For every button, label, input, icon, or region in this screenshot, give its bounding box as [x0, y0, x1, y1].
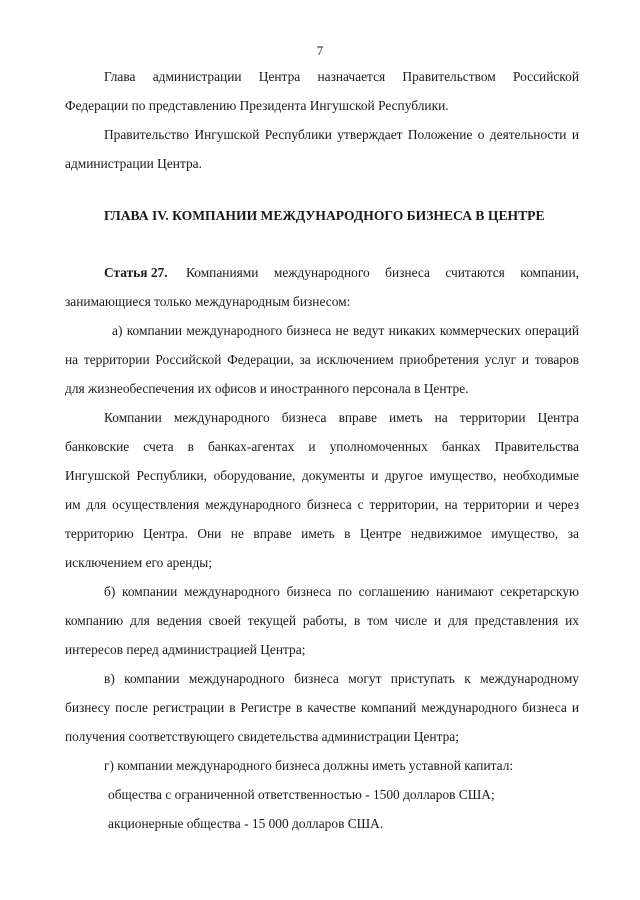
text-line: получения соответствующего свидетельства администрации Центра;	[65, 729, 459, 744]
text-line: Компаниями международного бизнеса считаются компании,	[186, 265, 579, 280]
text-line: Компании международного бизнеса вправе иметь на территории Центра	[104, 410, 579, 425]
text-line: компанию для ведения своей текущей работы, в том числе и для представления их	[65, 613, 579, 628]
text-line: исключением его аренды;	[65, 555, 212, 570]
text-line: а) компании международного бизнеса не ведут никаких коммерческих операций	[112, 323, 579, 338]
text-line: Глава администрации Центра назначается Правительством Российской	[104, 69, 579, 84]
text-line: администрации Центра.	[65, 156, 202, 171]
page-number: 7	[316, 43, 324, 58]
chapter-heading: ГЛАВА IV. КОМПАНИИ МЕЖДУНАРОДНОГО БИЗНЕСА В ЦЕНТРЕ	[104, 208, 545, 223]
text-line: занимающиеся только международным бизнесом:	[65, 294, 351, 309]
text-line: Ингушской Республики, оборудование, документы и другое имущество, необходимые	[65, 468, 579, 483]
text-line: г) компании международного бизнеса должны иметь уставной капитал:	[104, 758, 514, 773]
text-line: в) компании международного бизнеса могут приступать к международному	[104, 671, 579, 686]
text-line: территорию Центра. Они не вправе иметь в Центре недвижимое имущество, за	[65, 526, 579, 541]
text-line: интересов перед администрацией Центра;	[65, 642, 306, 657]
text-line: акционерные общества - 15 000 долларов США.	[108, 816, 384, 831]
text-line: банковские счета в банках-агентах и уполномоченных банках Правительства	[65, 439, 579, 454]
text-line: бизнесу после регистрации в Регистре в качестве компаний международного бизнеса и	[65, 700, 579, 715]
text-line: б) компании международного бизнеса по соглашению нанимают секретарскую	[104, 584, 579, 599]
article-label: Статья 27.	[104, 265, 168, 280]
text-line: общества с ограниченной ответственностью - 1500 долларов США;	[108, 787, 495, 802]
text-line: на территории Российской Федерации, за исключением приобретения услуг и товаров	[65, 352, 579, 367]
text-line: им для осуществления международного бизнеса с территории, на территории и через	[65, 497, 579, 512]
text-line: Федерации по представлению Президента Ингушской Республики.	[65, 98, 449, 113]
text-line: для жизнеобеспечения их офисов и иностранного персонала в Центре.	[65, 381, 469, 396]
text-line: Правительство Ингушской Республики утверждает Положение о деятельности и	[104, 127, 579, 142]
